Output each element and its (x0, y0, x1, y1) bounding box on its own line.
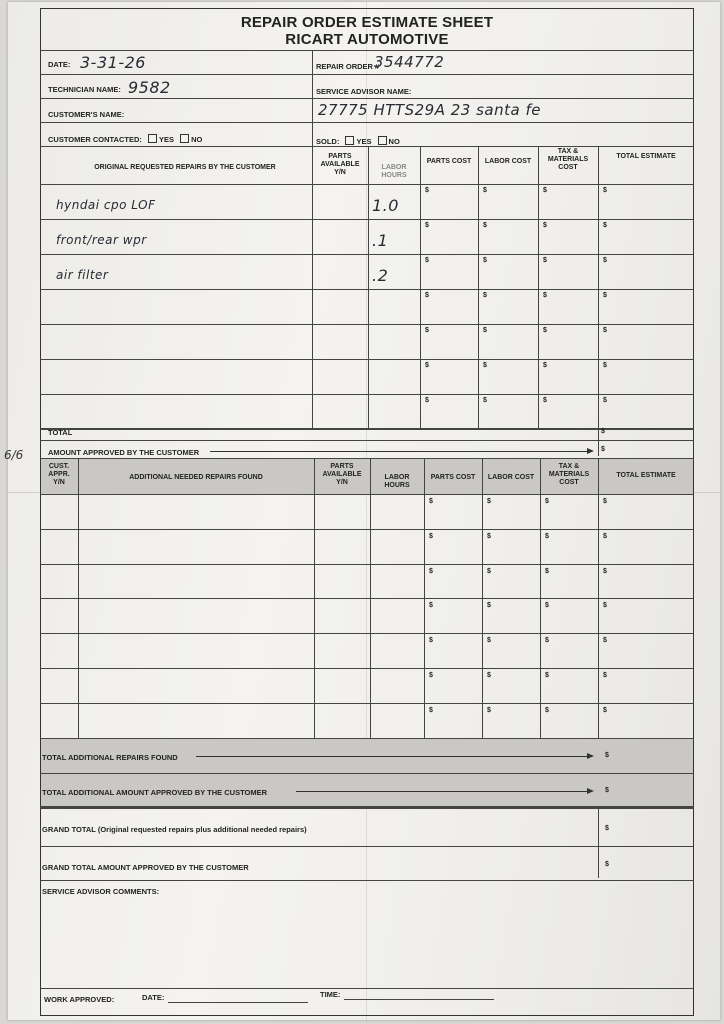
col-line (598, 146, 599, 456)
dollar-sign: $ (425, 292, 429, 299)
dollar-sign: $ (483, 362, 487, 369)
row-line (40, 219, 694, 220)
col-line (312, 50, 313, 146)
parts-cost-header: PARTS COST (430, 474, 476, 481)
dollar-sign: $ (425, 257, 429, 264)
dollar-sign: $ (483, 327, 487, 334)
dollar-sign: $ (603, 498, 607, 505)
approved-dollar: $ (601, 446, 605, 453)
no-label: NO (191, 135, 203, 144)
labor-cost-header: LABOR COST (484, 158, 532, 165)
table-line (40, 880, 694, 881)
technician-value[interactable]: 9582 (128, 78, 171, 97)
dollar-sign: $ (603, 567, 607, 575)
repair-description[interactable]: front/rear wpr (56, 233, 147, 247)
row-line (40, 394, 694, 395)
dollar-sign: $ (429, 637, 433, 645)
row-line (40, 429, 694, 430)
arrow-icon (296, 791, 592, 792)
repair-order-value[interactable]: 3544772 (374, 53, 445, 71)
dollar-sign: $ (603, 292, 607, 299)
dollar-sign: $ (425, 397, 429, 404)
date-line[interactable] (168, 1002, 308, 1003)
dollar-sign: $ (603, 222, 607, 229)
labor-cost-header: LABOR COST (487, 474, 535, 481)
dollar-sign: $ (429, 567, 433, 575)
dollar-sign: $ (487, 602, 491, 610)
sold-row (316, 136, 400, 146)
table-line (40, 428, 694, 429)
service-advisor-label: SERVICE ADVISOR NAME: (316, 87, 412, 96)
tax-materials-header: TAX & MATERIALS COST (548, 463, 590, 486)
contacted-no-checkbox[interactable] (180, 134, 189, 143)
contacted-yes-checkbox[interactable] (148, 134, 157, 143)
table-line (40, 146, 694, 147)
dollar-sign: $ (603, 706, 607, 714)
total-estimate-header: TOTAL ESTIMATE (616, 153, 676, 160)
dollar-sign: $ (545, 706, 549, 714)
row-line (40, 703, 694, 704)
grand-total-approved-label: GRAND TOTAL AMOUNT APPROVED BY THE CUSTOMER (42, 863, 249, 872)
table-line (40, 846, 694, 847)
repair-order-label: REPAIR ORDER # (316, 62, 380, 71)
vehicle-value[interactable]: 27775 HTTS29A 23 santa fe (318, 101, 541, 119)
dollar-sign: $ (543, 292, 547, 299)
dollar-sign: $ (425, 187, 429, 194)
dollar-sign: $ (603, 397, 607, 404)
dollar-sign: $ (543, 187, 547, 194)
time-line[interactable] (344, 999, 494, 1000)
dollar-sign: $ (603, 602, 607, 610)
row-line (40, 289, 694, 290)
row-line (40, 668, 694, 669)
date-label: DATE: (48, 60, 71, 69)
dollar-sign: $ (483, 257, 487, 264)
dollar-sign: $ (545, 637, 549, 645)
dollar-sign: $ (545, 602, 549, 610)
total-additional-approved-label: TOTAL ADDITIONAL AMOUNT APPROVED BY THE CUSTOMER (42, 788, 268, 797)
sold-label: SOLD: (316, 137, 340, 146)
form-title: REPAIR ORDER ESTIMATE SHEET (240, 14, 494, 31)
dollar-sign: $ (543, 222, 547, 229)
table-line (40, 494, 694, 495)
row-line (40, 598, 694, 599)
parts-available-header: PARTS AVAILABLE Y/N (320, 153, 360, 176)
sold-no-checkbox[interactable] (378, 136, 387, 145)
dollar-sign: $ (483, 292, 487, 299)
total-label: TOTAL (48, 428, 73, 437)
row-line (40, 359, 694, 360)
approved-label: AMOUNT APPROVED BY THE CUSTOMER (48, 448, 200, 457)
contacted-label: CUSTOMER CONTACTED: (48, 135, 142, 144)
dollar-sign: $ (603, 362, 607, 369)
dollar-sign: $ (429, 498, 433, 505)
margin-note: 6/6 (4, 448, 24, 462)
dollar-sign: $ (487, 567, 491, 575)
grand-total-label: GRAND TOTAL (Original requested repairs plus additional needed repairs) (42, 825, 307, 834)
repair-description[interactable]: air filter (56, 268, 109, 282)
dollar-sign: $ (543, 257, 547, 264)
row-line (40, 254, 694, 255)
dollar-sign: $ (545, 532, 549, 540)
total-additional-label: TOTAL ADDITIONAL REPAIRS FOUND (42, 753, 178, 762)
labor-hours-value[interactable]: .2 (372, 266, 389, 285)
col-line (478, 146, 479, 428)
table-line (40, 184, 694, 185)
dollar-sign: $ (487, 637, 491, 645)
dollar-sign: $ (603, 532, 607, 540)
parts-available-header: PARTS AVAILABLE Y/N (322, 463, 362, 486)
row-line (40, 529, 694, 530)
dollar-sign: $ (483, 187, 487, 194)
table-line (40, 738, 694, 739)
dollar-sign: $ (429, 706, 433, 714)
dollar-sign: $ (545, 672, 549, 679)
col-line (538, 146, 539, 428)
dollar-sign: $ (483, 397, 487, 404)
row-line (40, 74, 694, 75)
dollar-sign: $ (429, 672, 433, 679)
yes-label: YES (356, 137, 372, 146)
arrow-icon (210, 451, 592, 452)
col-line (312, 146, 313, 428)
dollar-sign: $ (603, 637, 607, 645)
row-line (40, 324, 694, 325)
dollar-sign: $ (487, 706, 491, 714)
dollar-sign: $ (429, 532, 433, 540)
dollar-sign: $ (603, 672, 607, 679)
dollar-sign: $ (545, 567, 549, 575)
arrow-icon (196, 756, 592, 757)
additional-repairs-header: ADDITIONAL NEEDED REPAIRS FOUND (129, 474, 263, 481)
form-header (40, 14, 694, 48)
table-line (40, 458, 694, 459)
row-line (40, 633, 694, 634)
tax-materials-header: TAX & MATERIALS COST (547, 148, 589, 171)
no-label: NO (388, 137, 400, 146)
total-dollar: $ (601, 428, 605, 435)
dollar-sign: $ (483, 222, 487, 229)
dollar-sign: $ (543, 397, 547, 404)
company-name: RICART AUTOMOTIVE (285, 31, 449, 48)
table-line (40, 773, 694, 774)
row-line (40, 122, 694, 123)
original-repairs-header: ORIGINAL REQUESTED REPAIRS BY THE CUSTOMER (94, 164, 276, 171)
labor-hours-header: LABOR HOURS (381, 164, 407, 179)
dollar-sign: $ (425, 362, 429, 369)
dollar-sign: $ (429, 602, 433, 610)
dollar-sign: $ (543, 362, 547, 369)
grand-total-approved-dollar: $ (605, 861, 609, 868)
dollar-sign: $ (543, 327, 547, 334)
labor-hours-value[interactable]: .1 (372, 231, 389, 250)
dollar-sign: $ (487, 672, 491, 679)
dollar-sign: $ (603, 187, 607, 194)
comments-label: SERVICE ADVISOR COMMENTS: (42, 887, 160, 896)
row-line (40, 564, 694, 565)
dollar-sign: $ (603, 327, 607, 334)
contacted-row (48, 134, 202, 144)
total-additional-approved-dollar: $ (605, 787, 609, 794)
dollar-sign: $ (603, 257, 607, 264)
table-line (40, 440, 694, 441)
sold-yes-checkbox[interactable] (345, 136, 354, 145)
repair-description[interactable]: hyndai cpo LOF (56, 198, 156, 212)
dollar-sign: $ (425, 327, 429, 334)
customer-label: CUSTOMER'S NAME: (48, 110, 125, 119)
technician-label: TECHNICIAN NAME: (48, 85, 121, 94)
table-line (40, 806, 694, 809)
total-additional-dollar: $ (605, 752, 609, 759)
table-line (40, 988, 694, 989)
work-approved-label: WORK APPROVED: (44, 995, 115, 1004)
dollar-sign: $ (545, 498, 549, 505)
dollar-sign: $ (487, 498, 491, 505)
col-line (368, 146, 369, 428)
total-estimate-header: TOTAL ESTIMATE (616, 472, 676, 479)
date-label: DATE: (142, 993, 165, 1002)
comments-area[interactable] (42, 898, 690, 980)
dollar-sign: $ (487, 532, 491, 540)
labor-hours-value[interactable]: 1.0 (372, 196, 399, 215)
row-line (40, 50, 694, 51)
parts-cost-header: PARTS COST (426, 158, 472, 165)
time-label: TIME: (320, 990, 341, 999)
yes-label: YES (158, 135, 174, 144)
col-line (420, 146, 421, 428)
date-value[interactable]: 3-31-26 (80, 53, 146, 72)
labor-hours-header: LABOR HOURS (384, 474, 410, 489)
dollar-sign: $ (425, 222, 429, 229)
cust-appr-header: CUST. APPR. Y/N (48, 463, 70, 486)
row-line (40, 98, 694, 99)
grand-total-dollar: $ (605, 825, 609, 832)
